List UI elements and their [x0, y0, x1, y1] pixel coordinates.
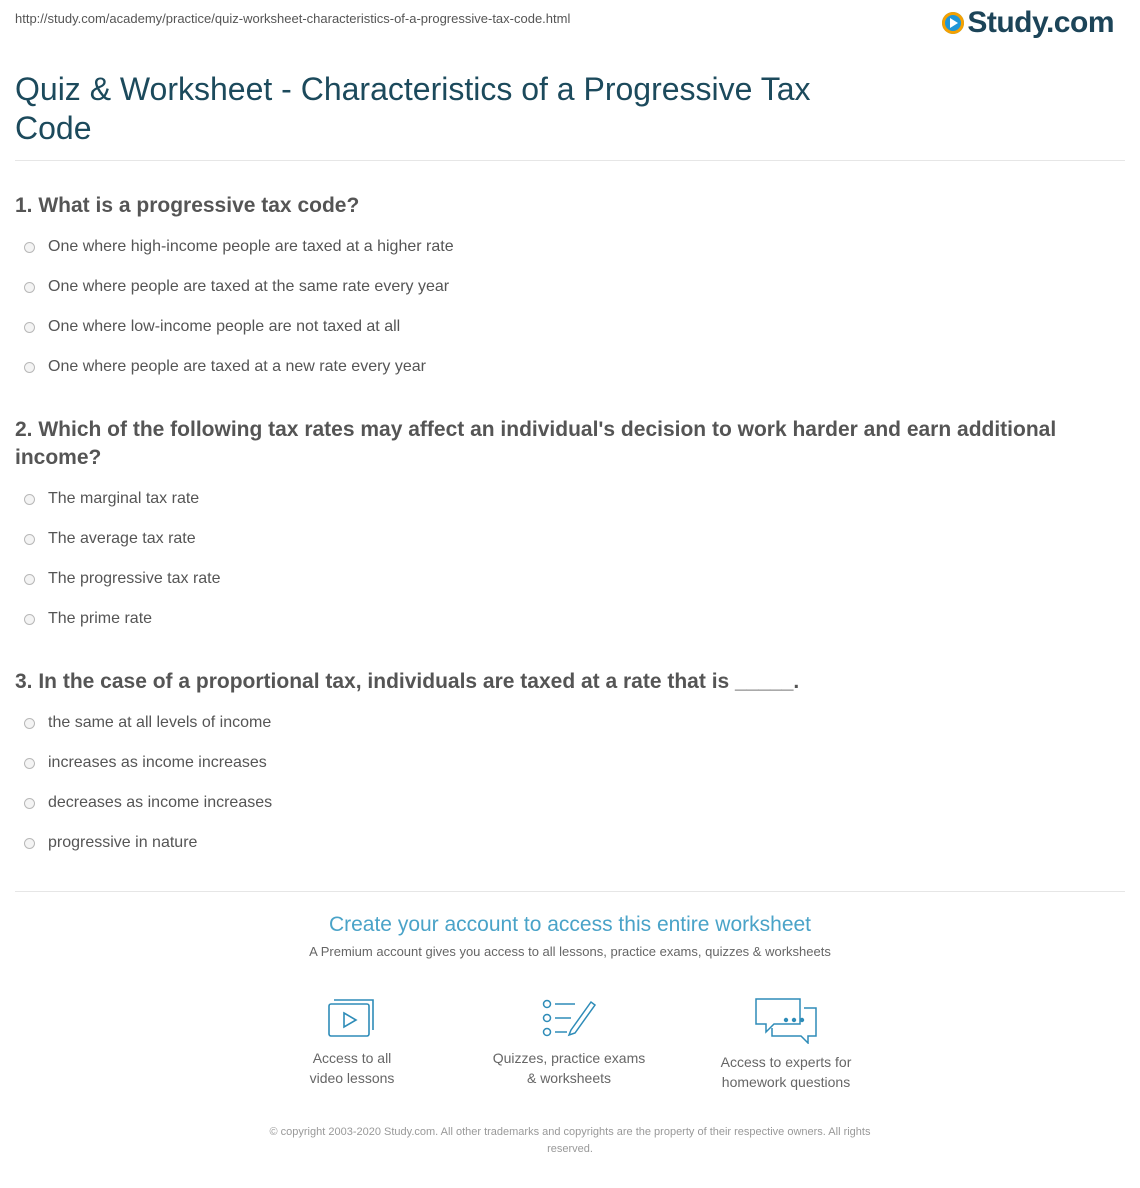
- answer-label: the same at all levels of income: [48, 714, 272, 731]
- play-logo-icon: [942, 12, 964, 34]
- answer-label: increases as income increases: [48, 754, 267, 771]
- radio-button[interactable]: [24, 282, 35, 293]
- answer-option[interactable]: [24, 479, 221, 519]
- question-2: 2. Which of the following tax rates may affect an individual's decision to work harder and earn additional income?: [15, 418, 1057, 469]
- copyright-line: reserved.: [547, 1143, 593, 1155]
- question-2-options: [24, 479, 221, 639]
- answer-option[interactable]: [24, 519, 221, 559]
- feature-quizzes: [469, 996, 669, 1088]
- copyright-footer: [210, 1124, 930, 1158]
- radio-button[interactable]: [24, 798, 35, 809]
- question-3-options: [24, 703, 272, 863]
- page-title: Quiz & Worksheet - Characteristics of a Progressive Tax Code: [15, 71, 811, 146]
- copyright-line: © copyright 2003-2020 Study.com. All other trademarks and copyrights are the property of their respective owners. All rights: [269, 1126, 871, 1138]
- answer-option[interactable]: [24, 783, 272, 823]
- radio-button[interactable]: [24, 574, 35, 585]
- radio-button[interactable]: [24, 718, 35, 729]
- chat-bubbles-icon: [754, 996, 818, 1044]
- answer-option[interactable]: [24, 227, 454, 267]
- answer-label: progressive in nature: [48, 834, 198, 851]
- answer-option[interactable]: [24, 307, 454, 347]
- radio-button[interactable]: [24, 362, 35, 373]
- answer-option[interactable]: [24, 599, 221, 639]
- answer-label: decreases as income increases: [48, 794, 273, 811]
- answer-option[interactable]: [24, 823, 272, 863]
- radio-button[interactable]: [24, 758, 35, 769]
- logo-text: Study.com: [967, 6, 1114, 39]
- answer-label: One where high-income people are taxed at a higher rate: [48, 238, 454, 255]
- answer-label: One where low-income people are not taxed at all: [48, 318, 401, 335]
- feature-line: Access to all: [312, 1050, 392, 1066]
- study-logo[interactable]: [942, 6, 1114, 40]
- title-divider: [15, 160, 1125, 161]
- feature-line: Quizzes, practice exams: [492, 1050, 646, 1066]
- answer-option[interactable]: [24, 267, 454, 307]
- answer-label: The progressive tax rate: [48, 570, 221, 587]
- premium-description: A Premium account gives you access to all lessons, practice exams, quizzes & worksheets: [309, 944, 831, 959]
- radio-button[interactable]: [24, 494, 35, 505]
- promo-divider: [15, 891, 1125, 892]
- question-3: 3. In the case of a proportional tax, individuals are taxed at a rate that is _____.: [15, 670, 800, 693]
- feature-video-lessons: [252, 996, 452, 1088]
- radio-button[interactable]: [24, 614, 35, 625]
- answer-option[interactable]: [24, 347, 454, 387]
- page-url: http://study.com/academy/practice/quiz-worksheet-characteristics-of-a-progressive-tax-code.html: [15, 11, 571, 26]
- feature-line: homework questions: [721, 1074, 851, 1090]
- radio-button[interactable]: [24, 322, 35, 333]
- answer-label: One where people are taxed at the same rate every year: [48, 278, 450, 295]
- feature-line: Access to experts for: [720, 1054, 852, 1070]
- answer-label: The prime rate: [48, 610, 153, 627]
- quiz-checklist-icon: [541, 996, 597, 1040]
- answer-label: The marginal tax rate: [48, 490, 200, 507]
- answer-option[interactable]: [24, 743, 272, 783]
- radio-button[interactable]: [24, 534, 35, 545]
- video-lessons-icon: [326, 996, 378, 1040]
- create-account-link[interactable]: Create your account to access this entire worksheet: [328, 913, 812, 936]
- answer-option[interactable]: [24, 703, 272, 743]
- radio-button[interactable]: [24, 242, 35, 253]
- feature-line: & worksheets: [526, 1070, 612, 1086]
- feature-experts: [686, 996, 886, 1092]
- answer-label: The average tax rate: [48, 530, 196, 547]
- question-1: 1. What is a progressive tax code?: [15, 194, 360, 217]
- radio-button[interactable]: [24, 838, 35, 849]
- answer-label: One where people are taxed at a new rate every year: [48, 358, 426, 375]
- answer-option[interactable]: [24, 559, 221, 599]
- question-1-options: [24, 227, 454, 387]
- feature-line: video lessons: [309, 1070, 395, 1086]
